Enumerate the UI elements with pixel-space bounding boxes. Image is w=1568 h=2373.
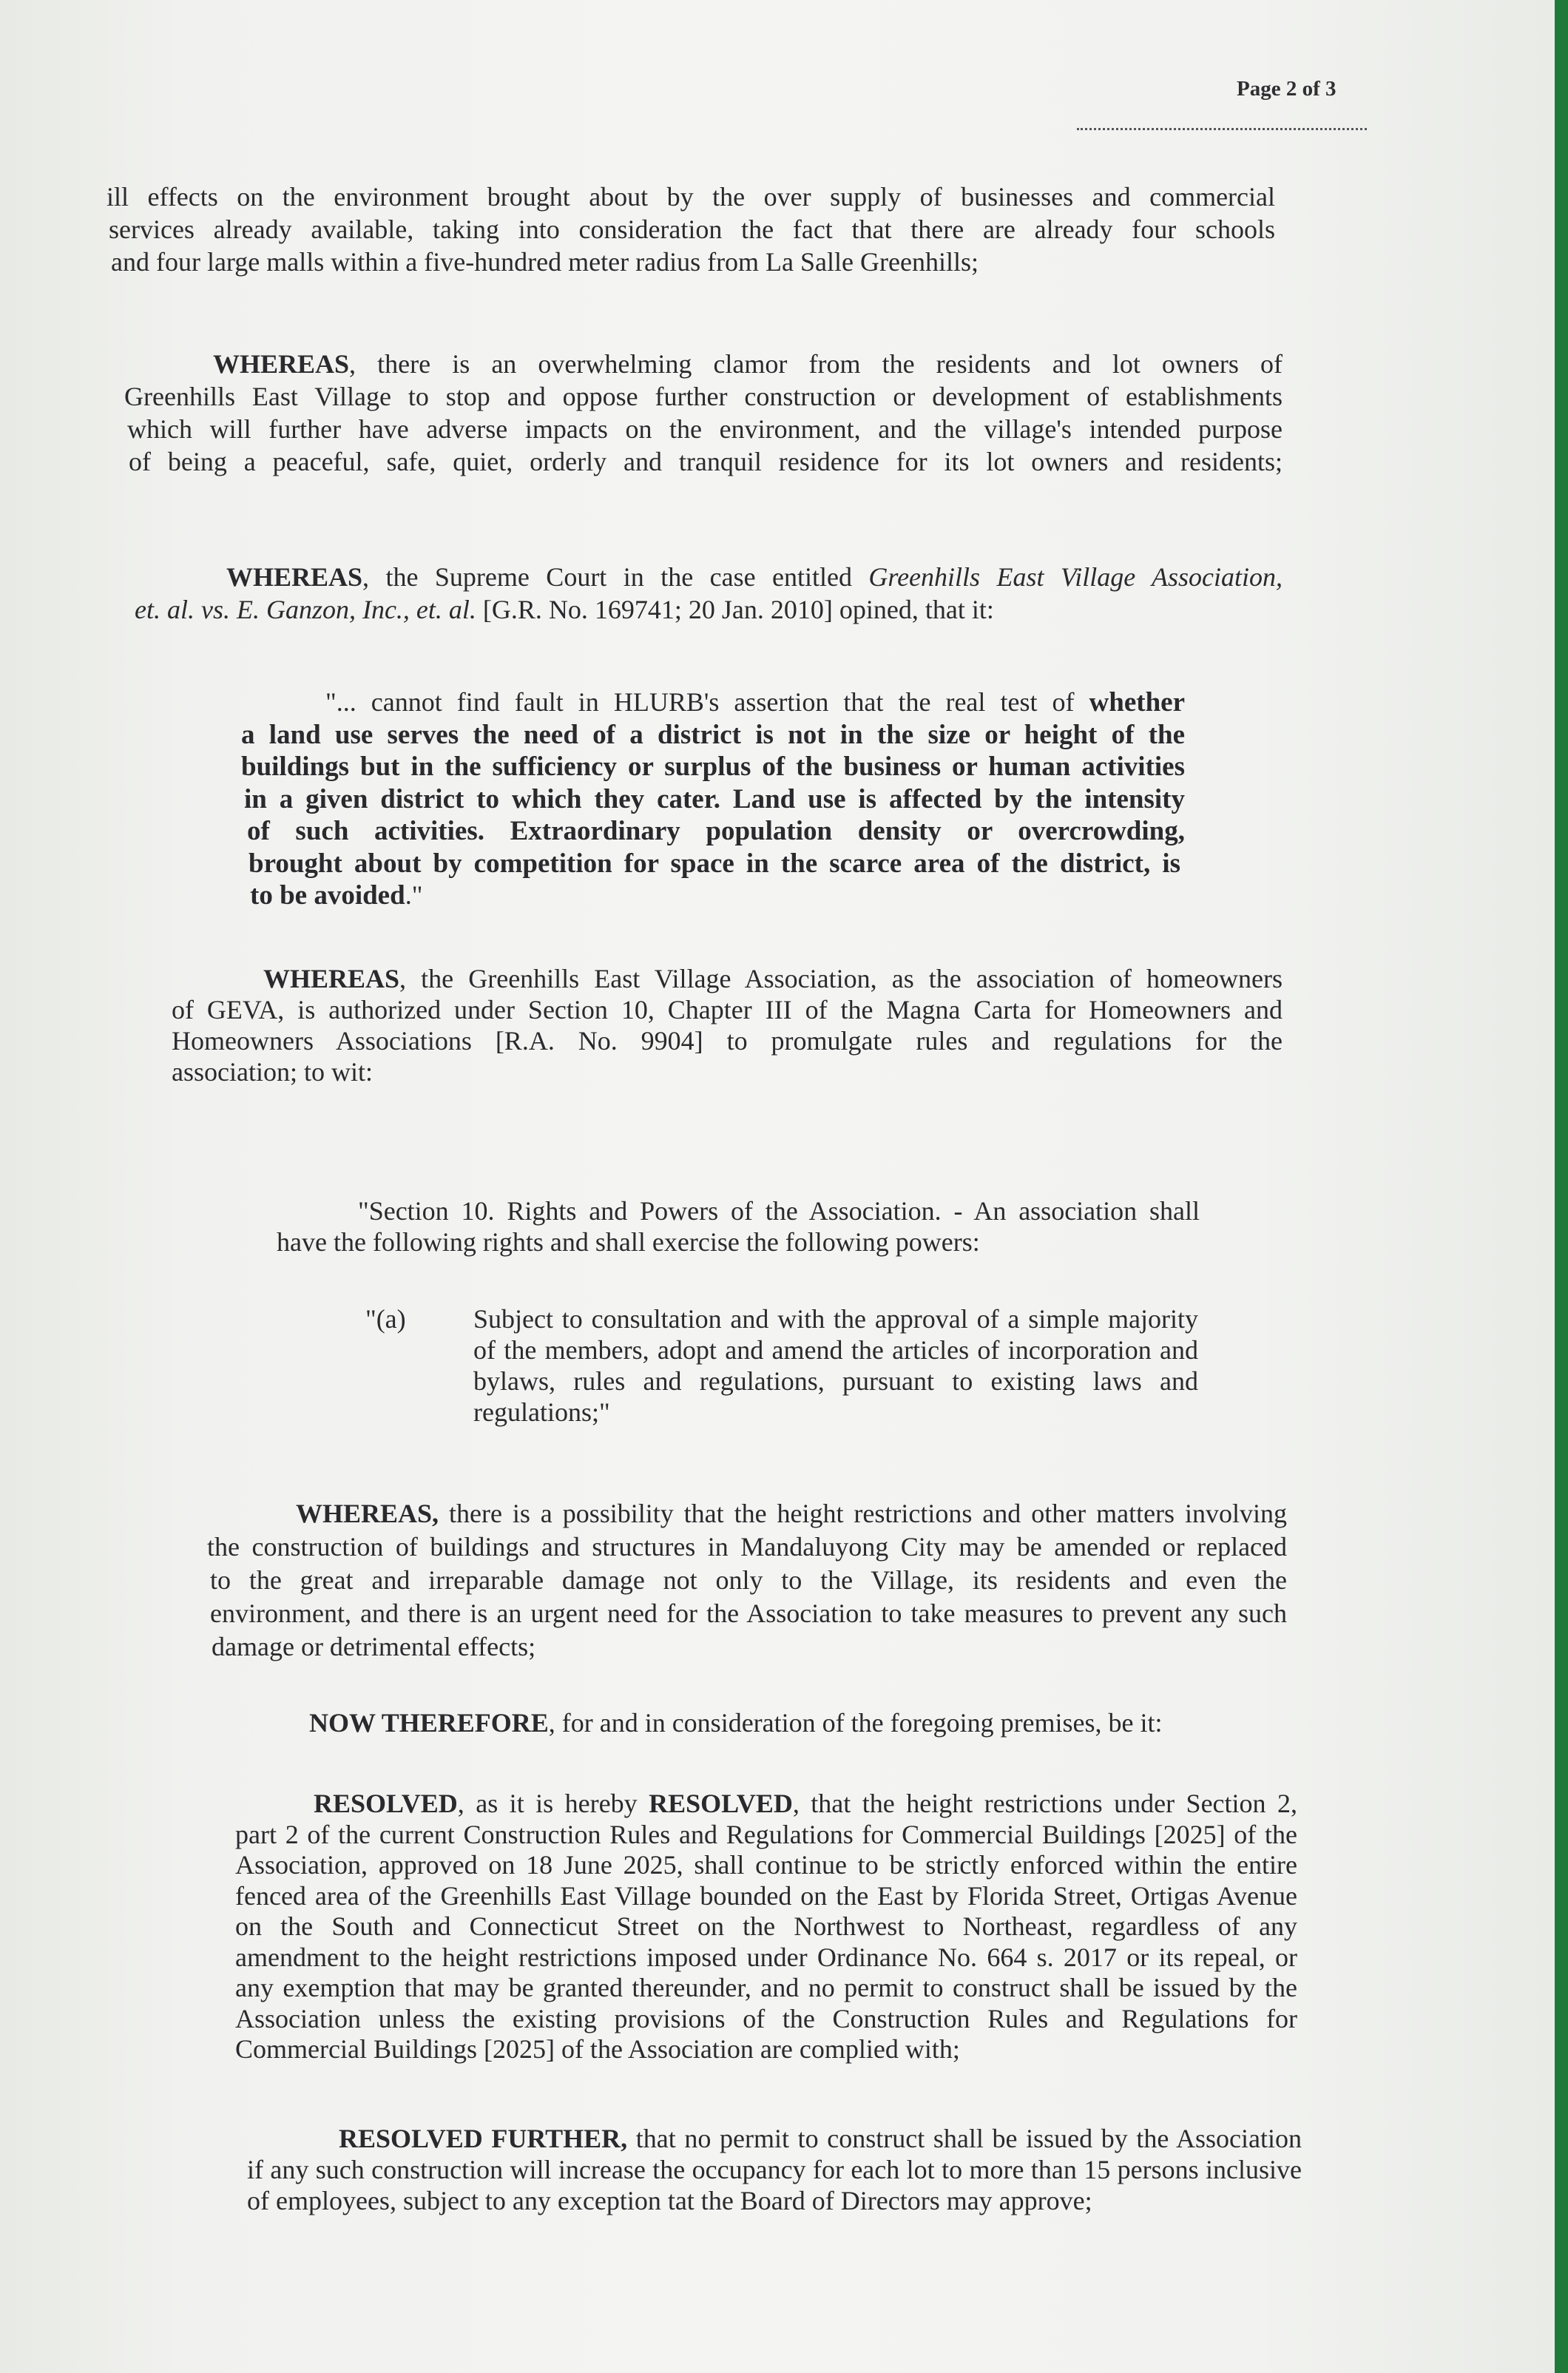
quote-item-a (473, 1303, 1198, 1428)
text-line: which will further have adverse impacts on the environment, and the village's intended purpose (127, 414, 1283, 444)
text-line: Association unless the existing provisions of the Construction Rules and Regulations for (235, 2003, 1297, 2033)
text-line: damage or detrimental effects; (212, 1632, 536, 1661)
whereas-lead: WHEREAS, (296, 1499, 439, 1528)
now-therefore-lead: NOW THEREFORE (309, 1708, 549, 1738)
text-line: Commercial Buildings [2025] of the Association are complied with; (235, 2034, 960, 2064)
text-line: in a given district to which they cater. Land use is affected by the intensity (244, 783, 1185, 814)
text-line: any exemption that may be granted thereunder, and no permit to construct shall be issued by the (235, 1973, 1297, 2002)
text-line: WHEREAS, there is an overwhelming clamor from the residents and lot owners of (213, 349, 1283, 379)
text-line: "Section 10. Rights and Powers of the Association. - An association shall (358, 1196, 1200, 1226)
text-line: RESOLVED, as it is hereby RESOLVED, that the height restrictions under Section 2, (314, 1789, 1298, 1818)
text-line: the construction of buildings and structures in Mandaluyong City may be amended or replaced (207, 1532, 1287, 1562)
text-line: association; to wit: (172, 1057, 373, 1087)
text-line: brought about by competition for space in the scarce area of the district, is (249, 848, 1180, 879)
text-line: amendment to the height restrictions imposed under Ordinance No. 664 s. 2017 or its repeal, or (235, 1942, 1297, 1972)
quote-hlurb (241, 686, 1185, 912)
text-line: environment, and there is an urgent need for the Association to take measures to prevent any such (210, 1599, 1287, 1628)
text-line: services already available, taking into consideration the fact that there are already four schools (109, 215, 1275, 244)
text-line: of GEVA, is authorized under Section 10, Chapter III of the Magna Carta for Homeowners and (172, 995, 1283, 1025)
paragraph-continuation (107, 180, 1275, 278)
text-line: Greenhills East Village to stop and oppose further construction or development of establishments (124, 382, 1283, 411)
paragraph-whereas-geva-authority (172, 963, 1283, 1087)
text-line: Homeowners Associations [R.A. No. 9904] to promulgate rules and regulations for the (172, 1026, 1283, 1056)
text-line: fenced area of the Greenhills East Village bounded on the East by Florida Street, Ortigas Avenue (235, 1880, 1297, 1911)
text-line: WHEREAS, there is a possibility that the height restrictions and other matters involving (296, 1499, 1287, 1528)
resolved-further-lead: RESOLVED FURTHER, (339, 2124, 628, 2153)
paragraph-resolved (235, 1789, 1297, 2065)
text-line: buildings but in the sufficiency or surplus of the business or human activities (241, 752, 1185, 782)
text-line: "... cannot find fault in HLURB's assertion that the real test of whether (325, 687, 1185, 718)
paragraph-whereas-supreme-court (135, 561, 1283, 626)
paragraph-now-therefore (309, 1707, 1300, 1738)
text-line: regulations;" (473, 1397, 610, 1427)
text-line: Association, approved on 18 June 2025, shall continue to be strictly enforced within the entire (235, 1850, 1297, 1880)
text-line: WHEREAS, the Greenhills East Village Association, as the association of homeowners (263, 964, 1283, 993)
text-line: of being a peaceful, safe, quiet, orderly and tranquil residence for its lot owners and residents; (129, 447, 1283, 476)
text-line: to the great and irreparable damage not only to the Village, its residents and even the (210, 1565, 1287, 1595)
text-line: bylaws, rules and regulations, pursuant to existing laws and (473, 1366, 1198, 1396)
text-line: of the members, adopt and amend the articles of incorporation and (473, 1335, 1198, 1365)
paragraph-whereas-clamor (124, 348, 1283, 478)
green-folder-edge (1555, 0, 1568, 2373)
text-line: part 2 of the current Construction Rules and Regulations for Commercial Buildings [2025] of the (235, 1819, 1297, 1849)
whereas-lead: WHEREAS (226, 562, 363, 592)
text-line: Subject to consultation and with the approval of a simple majority (473, 1304, 1198, 1334)
text-line: WHEREAS, the Supreme Court in the case entitled Greenhills East Village Association, (226, 562, 1283, 592)
paragraph-resolved-further (247, 2123, 1302, 2216)
text-line: have the following rights and shall exercise the following powers: (277, 1227, 980, 1257)
text-line: NOW THEREFORE, for and in consideration of the foregoing premises, be it: (309, 1708, 1163, 1738)
case-name: Greenhills East Village Association, (868, 562, 1283, 592)
quote-section-10 (277, 1195, 1200, 1258)
text-line: et. al. vs. E. Ganzon, Inc., et. al. [G.R. No. 169741; 20 Jan. 2010] opined, that it: (135, 595, 994, 624)
text-line: a land use serves the need of a district is not in the size or height of the (241, 719, 1185, 750)
paragraph-whereas-height-restrictions (207, 1497, 1287, 1664)
text-line: on the South and Connecticut Street on the Northwest to Northeast, regardless of any (235, 1911, 1297, 1941)
text-line: to be avoided." (250, 880, 423, 911)
whereas-lead: WHEREAS (263, 964, 400, 993)
resolved-lead: RESOLVED (314, 1789, 458, 1818)
text-line: if any such construction will increase the occupancy for each lot to more than 15 persons inclusive (247, 2155, 1302, 2184)
text-line: ill effects on the environment brought about by the over supply of businesses and commercial (107, 182, 1275, 212)
text-line: of employees, subject to any exception tat the Board of Directors may approve; (247, 2186, 1092, 2215)
whereas-lead: WHEREAS (213, 349, 350, 379)
text-line: of such activities. Extraordinary population density or overcrowding, (247, 816, 1185, 846)
text-line: RESOLVED FURTHER, that no permit to construct shall be issued by the Association (339, 2124, 1302, 2153)
item-label-a: "(a) (365, 1304, 406, 1334)
text-line: and four large malls within a five-hundred meter radius from La Salle Greenhills; (111, 247, 979, 277)
page-number-rule (1077, 128, 1367, 130)
page-number: Page 2 of 3 (1237, 77, 1336, 101)
